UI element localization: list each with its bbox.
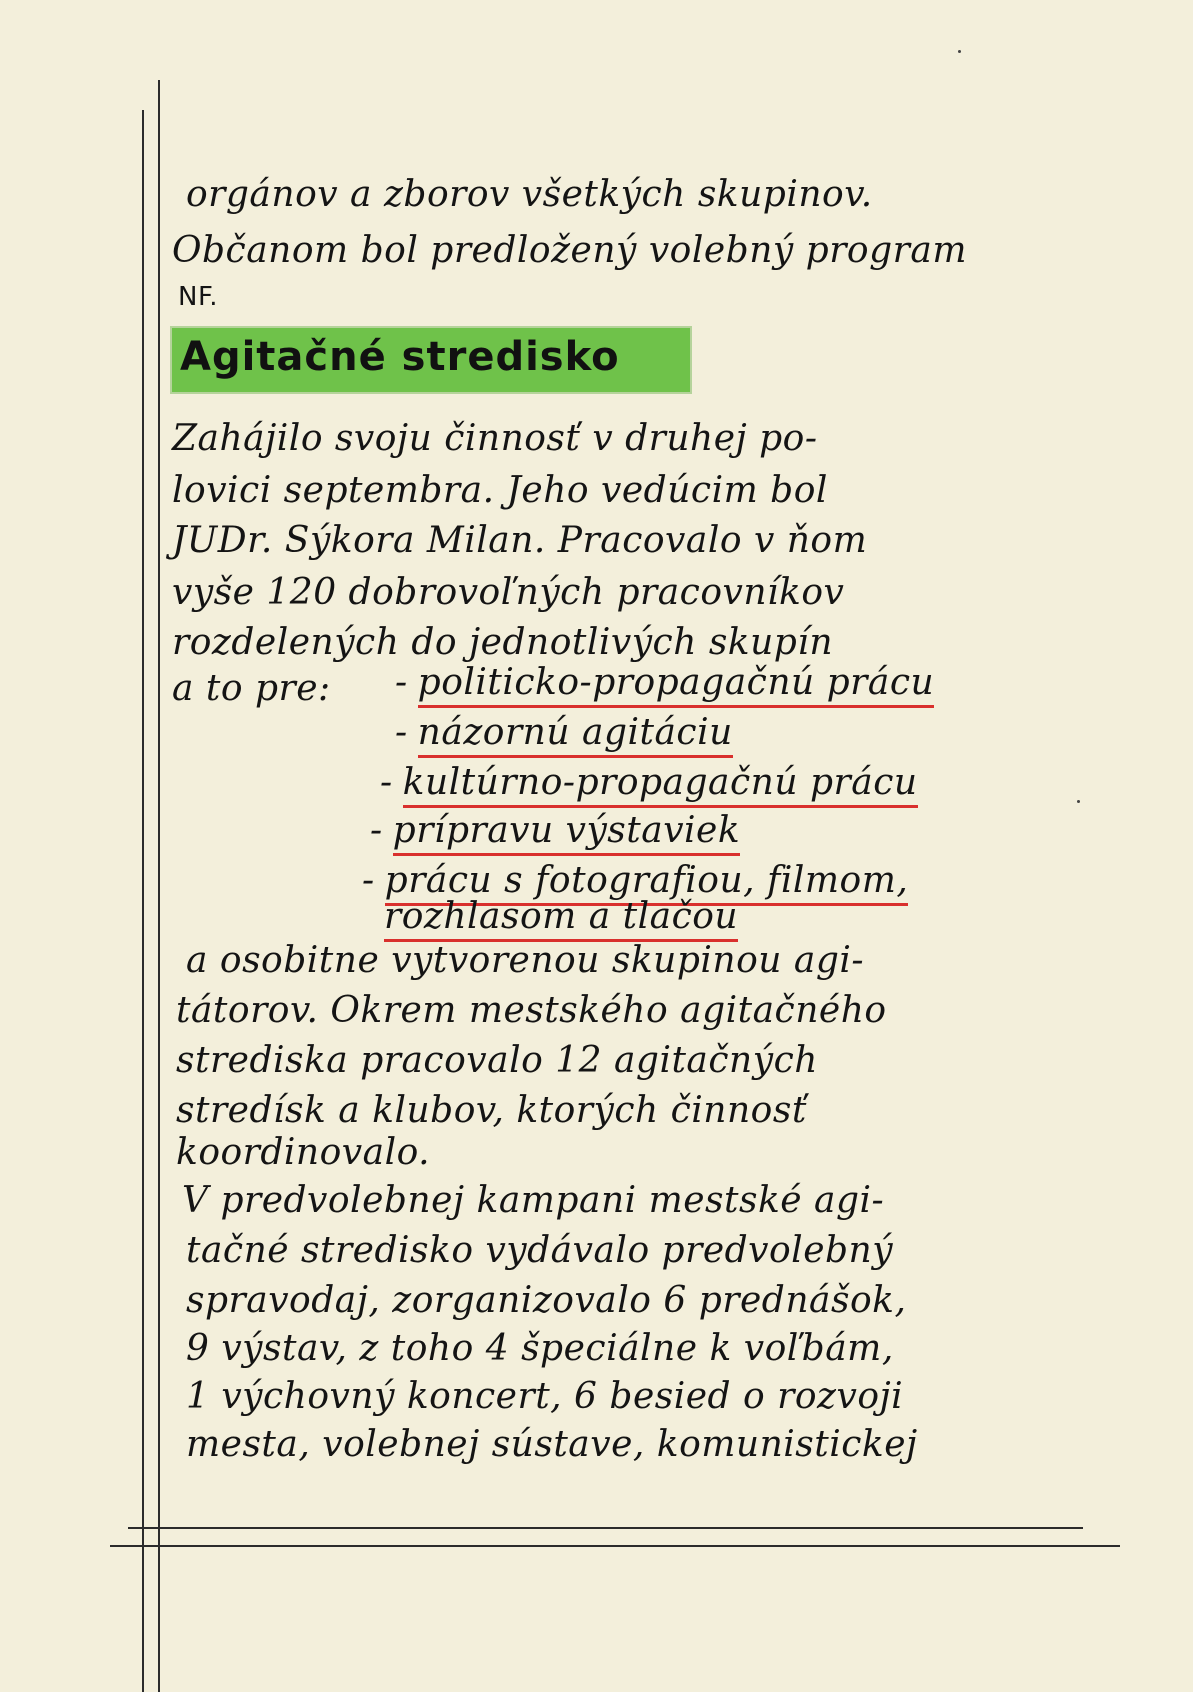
paragraph-after-list-line-4: stredísk a klubov, ktorých činnosť bbox=[176, 1090, 807, 1131]
paragraph-campaign-line-6: mesta, volebnej sústave, komunistickej bbox=[186, 1424, 918, 1465]
paragraph-after-list-line-5: koordinovalo. bbox=[176, 1132, 431, 1173]
list-item bbox=[395, 712, 733, 758]
paragraph-intro-line-2: lovici septembra. Jeho vedúcim bol bbox=[172, 470, 828, 511]
margin-line-left-inner bbox=[158, 80, 160, 1692]
list-item bbox=[380, 762, 918, 808]
list-item-text: kultúrno-propagačnú prácu bbox=[403, 762, 918, 808]
margin-line-left-outer bbox=[142, 110, 144, 1692]
paragraph-intro-line-4: vyše 120 dobrovoľných pracovníkov bbox=[172, 572, 845, 613]
paragraph-campaign-line-3: spravodaj, zorganizovalo 6 prednášok, bbox=[186, 1280, 907, 1321]
heading-highlight bbox=[172, 328, 690, 392]
paragraph-intro-line-3: JUDr. Sýkora Milan. Pracovalo v ňom bbox=[172, 520, 868, 561]
paragraph-top-line-3: NF. bbox=[178, 282, 218, 312]
list-item-text: rozhlasom a tlačou bbox=[384, 896, 738, 942]
ink-dot bbox=[958, 50, 961, 53]
list-item bbox=[395, 662, 934, 708]
list-dash: - bbox=[362, 860, 375, 901]
paragraph-intro-line-1: Zahájilo svoju činnosť v druhej po- bbox=[172, 418, 818, 459]
list-item-text: prípravu výstaviek bbox=[393, 810, 741, 856]
section-heading: Agitačné stredisko bbox=[180, 334, 620, 380]
paragraph-campaign-line-4: 9 výstav, z toho 4 špeciálne k voľbám, bbox=[186, 1328, 894, 1369]
paragraph-after-list-line-3: strediska pracovalo 12 agitačných bbox=[176, 1040, 818, 1081]
list-item bbox=[384, 896, 738, 942]
bottom-rule-lower bbox=[110, 1545, 1120, 1547]
paragraph-campaign-line-5: 1 výchovný koncert, 6 besied o rozvoji bbox=[186, 1376, 904, 1417]
paragraph-top-line-1: orgánov a zborov všetkých skupinov. bbox=[186, 174, 873, 215]
paragraph-campaign-line-1: V predvolebnej kampani mestské agi- bbox=[182, 1180, 885, 1221]
list-dash: - bbox=[380, 762, 393, 803]
list-item-text: prácu s fotografiou, filmom, bbox=[385, 860, 909, 906]
bottom-rule-upper bbox=[128, 1527, 1083, 1529]
list-dash: - bbox=[370, 810, 383, 851]
paragraph-intro-line-6: a to pre: bbox=[172, 668, 331, 709]
paragraph-after-list-line-1: a osobitne vytvorenou skupinou agi- bbox=[186, 940, 865, 981]
ink-dot bbox=[1077, 800, 1080, 803]
list-dash: - bbox=[395, 662, 408, 703]
list-item-text: názornú agitáciu bbox=[418, 712, 733, 758]
paragraph-top-line-2: Občanom bol predložený volebný program bbox=[172, 230, 967, 271]
paragraph-intro-line-5: rozdelených do jednotlivých skupín bbox=[172, 622, 834, 663]
paragraph-after-list-line-2: tátorov. Okrem mestského agitačného bbox=[176, 990, 887, 1031]
list-item bbox=[370, 810, 740, 856]
list-item-text: politicko-propagačnú prácu bbox=[418, 662, 935, 708]
paragraph-campaign-line-2: tačné stredisko vydávalo predvolebný bbox=[186, 1230, 894, 1271]
list-dash: - bbox=[395, 712, 408, 753]
